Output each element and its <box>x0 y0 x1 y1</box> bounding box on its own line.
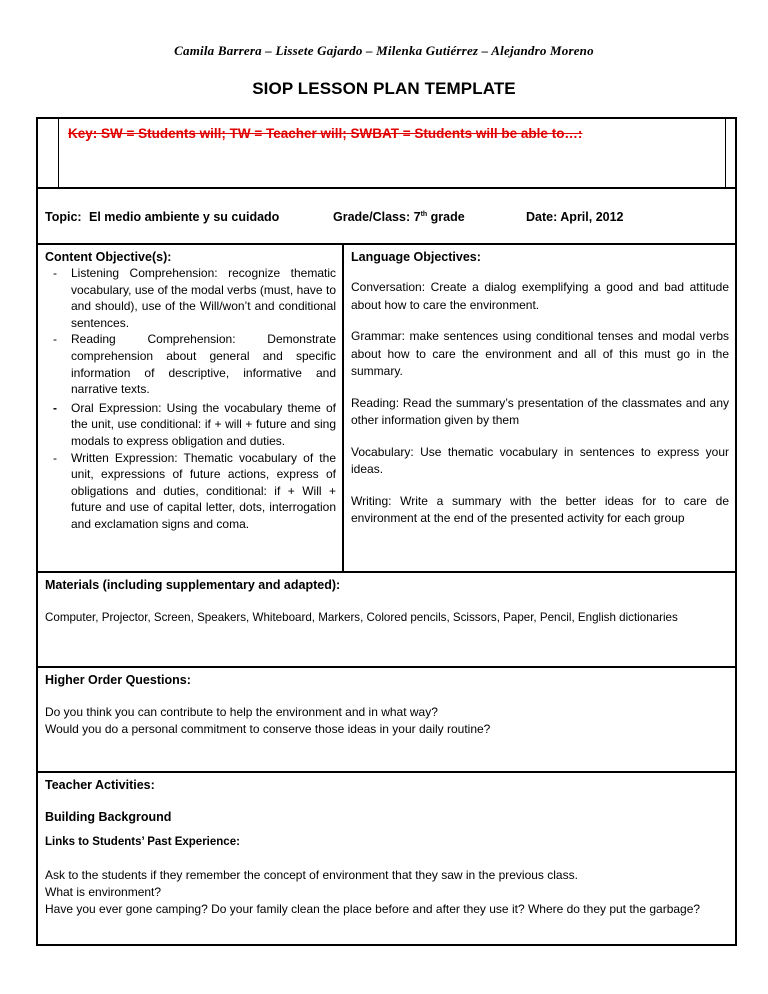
topic-row <box>38 189 735 245</box>
building-background-heading: Building Background <box>45 810 172 824</box>
conversation-objective: Conversation: Create a dialog exemplifying a good and bad attitude about how to care the environment. <box>351 280 729 312</box>
date-value: April, 2012 <box>560 210 624 224</box>
dash-bullet-icon: - <box>53 332 57 347</box>
reading-objective: Reading: Read the summary’s presentation of the classmates and any other information given by them <box>351 395 729 427</box>
dash-bullet-icon: - <box>53 400 57 415</box>
list-item: - Reading Comprehension: Demonstrate comprehension about general and specific information of descriptive, informative and narrative texts. <box>53 332 336 397</box>
content-objectives-heading: Content Objective(s): <box>45 250 172 264</box>
materials-row <box>38 573 735 668</box>
questions-heading: Higher Order Questions: <box>45 673 191 687</box>
dash-bullet-icon: - <box>53 266 57 280</box>
language-objectives-cell <box>344 245 735 571</box>
vocabulary-objective: Vocabulary: Use thematic vocabulary in sentences to express your ideas. <box>351 444 729 476</box>
questions-row <box>38 668 735 773</box>
content-objectives-cell <box>38 245 344 571</box>
teacher-line-1: Ask to the students if they remember the concept of environment that they saw in the previous class. <box>45 868 578 882</box>
grade-word: grade <box>430 210 465 224</box>
list-item: - Oral Expression: Using the vocabulary theme of the unit, use conditional: if + will + future and sing modals to express obligation and duties. <box>53 400 336 448</box>
question-1: Do you think you can contribute to help the environment and in what way? <box>45 705 438 719</box>
grammar-objective: Grammar: make sentences using conditional tenses and modal verbs about how to care the environment and all of this must go in the summary. <box>351 329 729 378</box>
materials-text: Computer, Projector, Screen, Speakers, Whiteboard, Markers, Colored pencils, Scissors, Paper, Pencil, English dictionaries <box>45 611 678 624</box>
lesson-plan-table <box>36 117 737 946</box>
topic-label: Topic: <box>45 210 82 224</box>
date-block <box>526 210 624 224</box>
date-label: Date: <box>526 210 558 224</box>
grade-number: 7 <box>413 210 421 224</box>
language-objectives-heading: Language Objectives: <box>351 250 481 264</box>
key-box <box>58 119 726 187</box>
teacher-line-2: What is environment? <box>45 885 162 899</box>
objectives-row <box>38 245 735 573</box>
authors-line: Camila Barrera – Lissete Gajardo – Milenka Gutiérrez – Alejandro Moreno <box>174 43 594 58</box>
question-2: Would you do a personal commitment to conserve those ideas in your daily routine? <box>45 722 491 736</box>
teacher-activities-heading: Teacher Activities: <box>45 778 155 792</box>
links-past-experience-heading: Links to Students’ Past Experience: <box>45 836 240 848</box>
dash-bullet-icon: - <box>53 450 57 465</box>
teacher-activities-row <box>38 773 735 946</box>
grade-suffix: th <box>420 210 428 218</box>
key-text: Key: SW = Students will; TW = Teacher will; SWBAT = Students will be able to…: <box>68 126 583 141</box>
list-item: - Written Expression: Thematic vocabulary of the unit, expressions of future actions, express of obligations and duties, conditional: if + Will + future and use of capital letter, dots, interrogation and exclamation signs and coma. <box>53 450 336 531</box>
document-title: SIOP LESSON PLAN TEMPLATE <box>252 79 516 98</box>
materials-heading: Materials (including supplementary and adapted): <box>45 578 341 592</box>
key-row <box>38 119 735 189</box>
teacher-line-3: Have you ever gone camping? Do your family clean the place before and after they use it? Where do they put the garbage? <box>45 902 701 916</box>
grade-label: Grade/Class: <box>333 210 411 224</box>
grade-block <box>333 210 465 224</box>
content-objectives-list <box>45 265 336 533</box>
topic-value: El medio ambiente y su cuidado <box>89 210 280 224</box>
list-item: - Listening Comprehension: recognize thematic vocabulary, use of the modal verbs (must, have to and should), use of the Will/won’t and conditional sentences. <box>53 266 336 330</box>
writing-objective: Writing: Write a summary with the better ideas for to care de environment at the end of the presented activity for each group <box>351 493 729 525</box>
